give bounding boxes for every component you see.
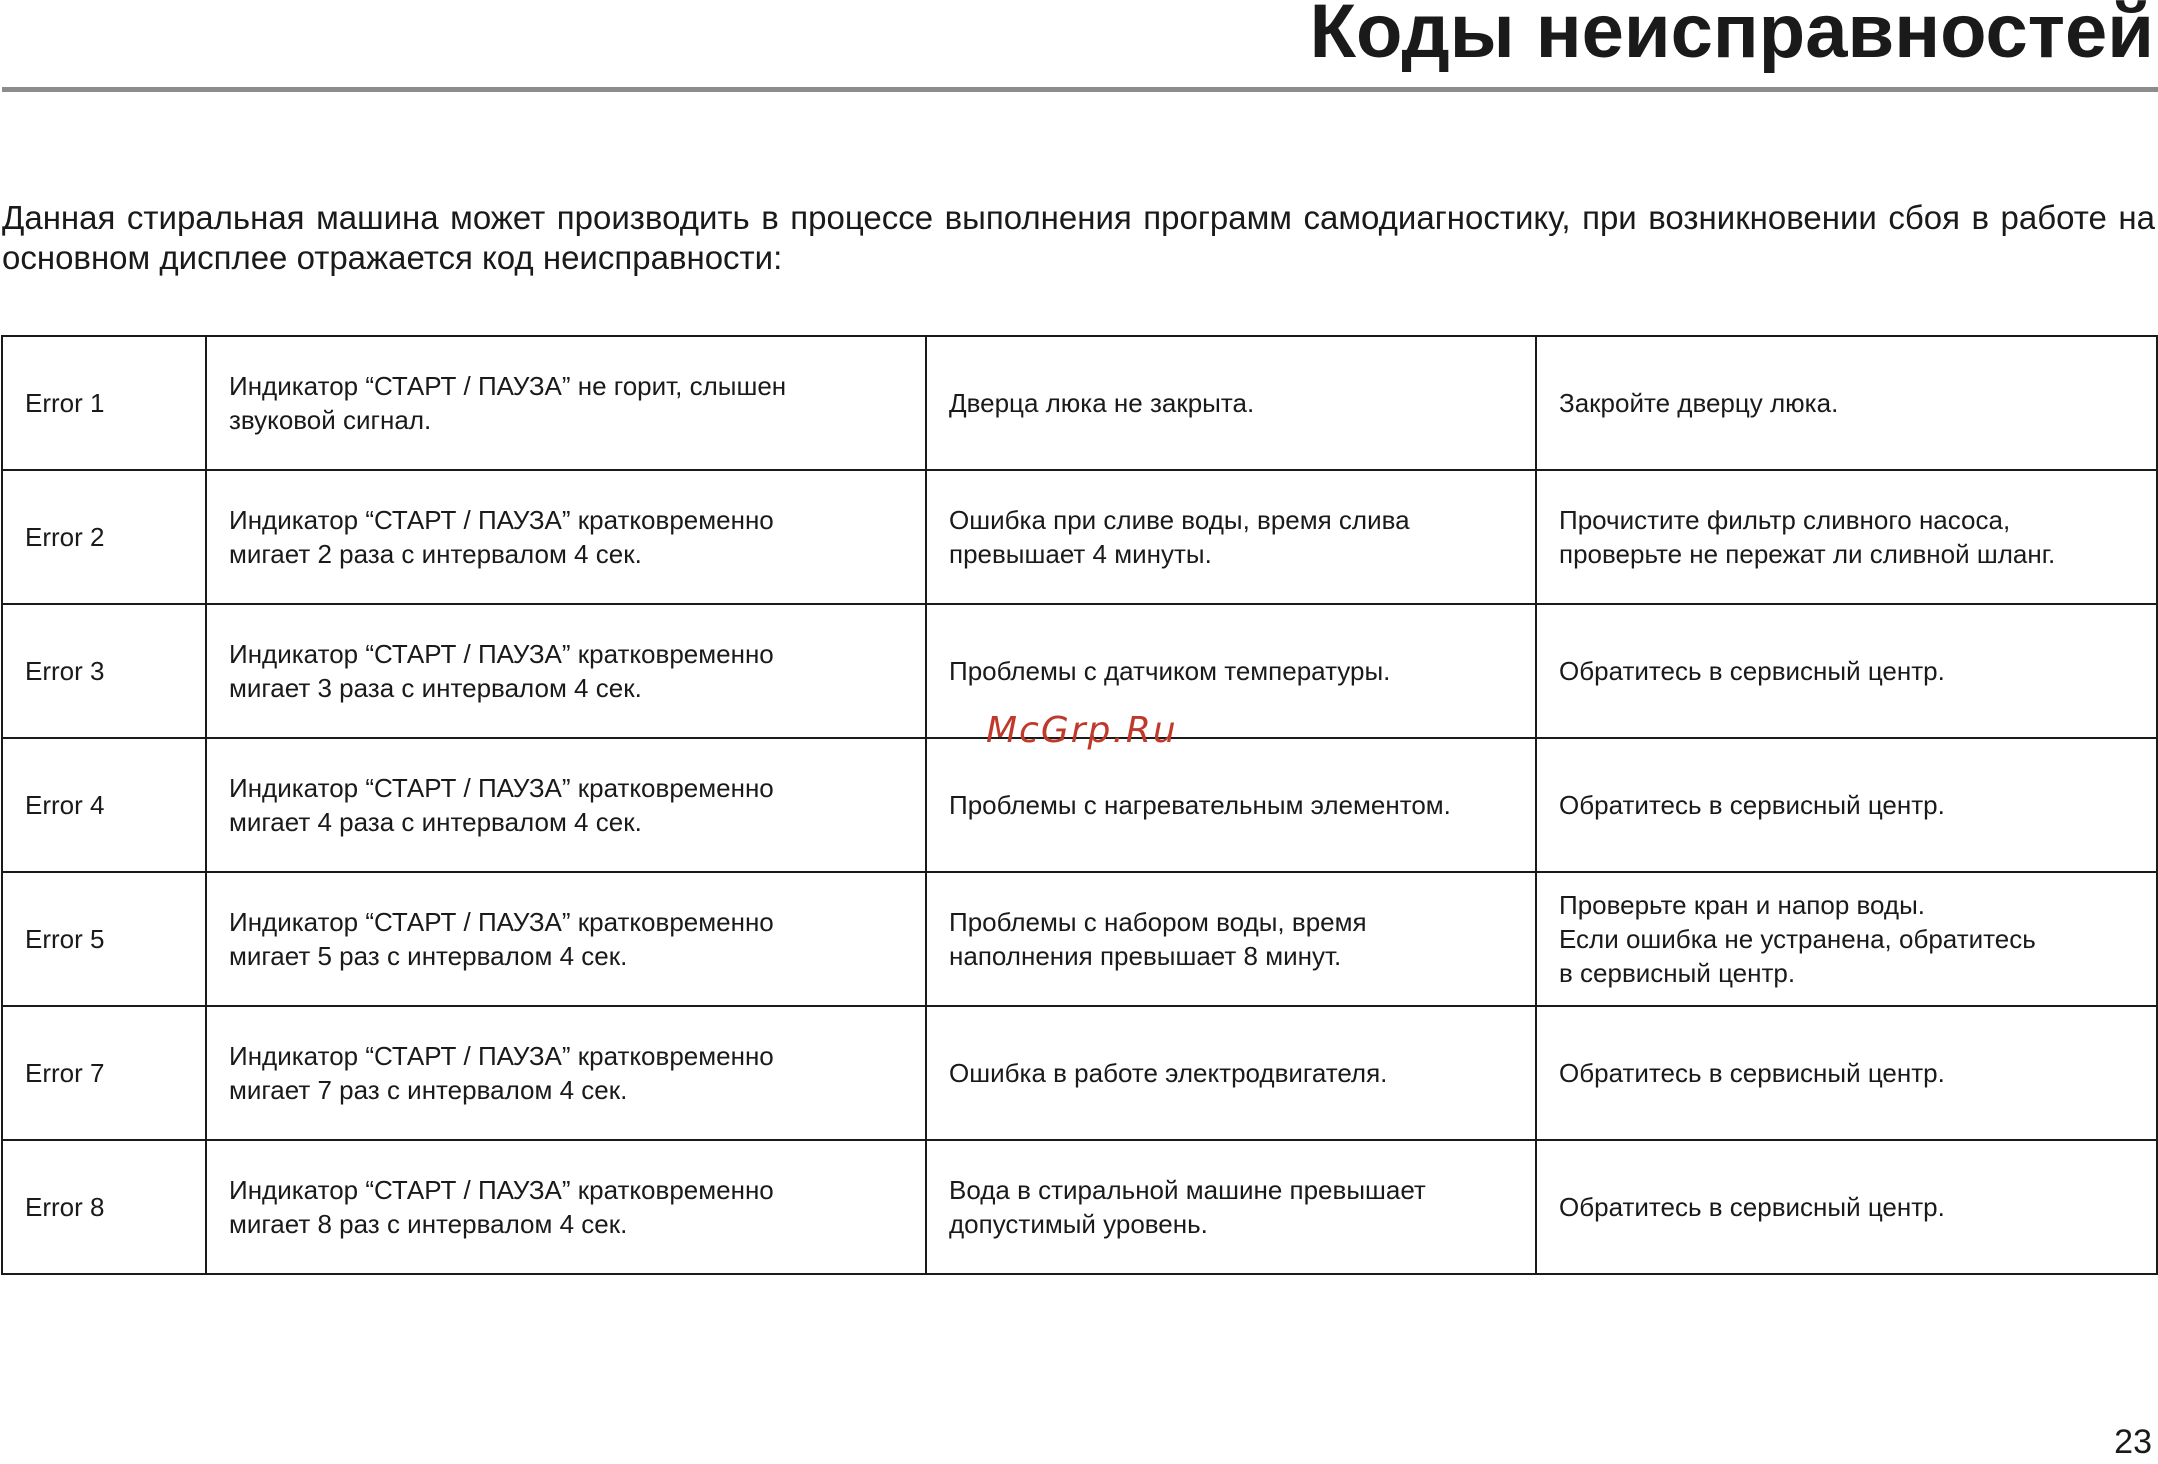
- table-row: [2, 470, 2157, 604]
- cause-cell: Проблемы с нагревательным элементом.: [926, 738, 1536, 872]
- cause-cell: Ошибка при сливе воды, время слива превышает 4 минуты.: [926, 470, 1536, 604]
- error-code-cell: Error 2: [2, 470, 206, 604]
- indicator-cell: Индикатор “СТАРТ / ПАУЗА” кратковременно мигает 7 раз с интервалом 4 сек.: [206, 1006, 926, 1140]
- error-code-cell: Error 7: [2, 1006, 206, 1140]
- indicator-cell: Индикатор “СТАРТ / ПАУЗА” кратковременно мигает 2 раза с интервалом 4 сек.: [206, 470, 926, 604]
- error-code-cell: Error 8: [2, 1140, 206, 1274]
- cause-cell: Дверца люка не закрыта.: [926, 336, 1536, 470]
- action-cell: Обратитесь в сервисный центр.: [1536, 604, 2157, 738]
- action-cell: Обратитесь в сервисный центр.: [1536, 738, 2157, 872]
- action-cell: Закройте дверцу люка.: [1536, 336, 2157, 470]
- page-title: Коды неисправностей: [1309, 0, 2154, 74]
- table-row: [2, 1140, 2157, 1274]
- cause-cell: Проблемы с набором воды, время наполнения превышает 8 минут.: [926, 872, 1536, 1006]
- error-code-cell: Error 4: [2, 738, 206, 872]
- error-code-cell: Error 5: [2, 872, 206, 1006]
- indicator-cell: Индикатор “СТАРТ / ПАУЗА” не горит, слышен звуковой сигнал.: [206, 336, 926, 470]
- table-row: [2, 336, 2157, 470]
- cause-cell: Проблемы с датчиком температуры.: [926, 604, 1536, 738]
- intro-paragraph: Данная стиральная машина может производить в процессе выполнения программ самодиагностику, при возникновении сбоя в работе на основном дисплее отражается код неисправности:: [2, 199, 2155, 276]
- indicator-cell: Индикатор “СТАРТ / ПАУЗА” кратковременно мигает 5 раз с интервалом 4 сек.: [206, 872, 926, 1006]
- error-code-cell: Error 3: [2, 604, 206, 738]
- watermark: McGrp.Ru: [986, 710, 1178, 751]
- action-cell: Обратитесь в сервисный центр.: [1536, 1006, 2157, 1140]
- indicator-cell: Индикатор “СТАРТ / ПАУЗА” кратковременно мигает 3 раза с интервалом 4 сек.: [206, 604, 926, 738]
- error-code-cell: Error 1: [2, 336, 206, 470]
- action-cell: Прочистите фильтр сливного насоса, проверьте не пережат ли сливной шланг.: [1536, 470, 2157, 604]
- indicator-cell: Индикатор “СТАРТ / ПАУЗА” кратковременно мигает 4 раза с интервалом 4 сек.: [206, 738, 926, 872]
- cause-cell: Ошибка в работе электродвигателя.: [926, 1006, 1536, 1140]
- error-codes-table: [1, 335, 2158, 1275]
- table-row: [2, 1006, 2157, 1140]
- action-cell: Обратитесь в сервисный центр.: [1536, 1140, 2157, 1274]
- table-row: [2, 872, 2157, 1006]
- action-cell: Проверьте кран и напор воды. Если ошибка не устранена, обратитесь в сервисный центр.: [1536, 872, 2157, 1006]
- cause-cell: Вода в стиральной машине превышает допустимый уровень.: [926, 1140, 1536, 1274]
- page-number: 23: [2114, 1423, 2152, 1461]
- title-rule: [2, 87, 2158, 92]
- table-row: [2, 738, 2157, 872]
- indicator-cell: Индикатор “СТАРТ / ПАУЗА” кратковременно мигает 8 раз с интервалом 4 сек.: [206, 1140, 926, 1274]
